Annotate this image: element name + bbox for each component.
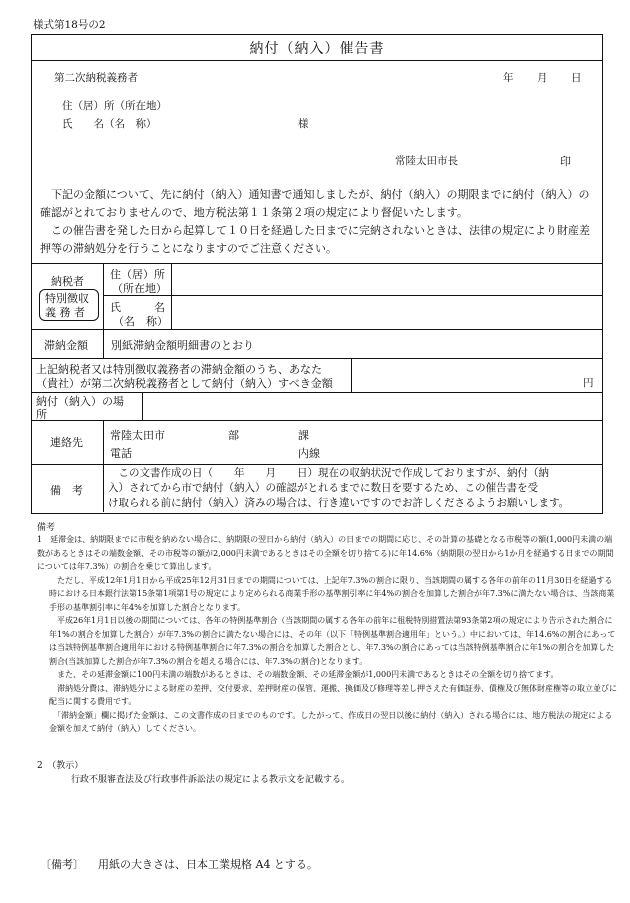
notes-item-2-text: 行政不服審査法及び行政事件訴訟法の規定による教示文を記載する。 <box>71 775 351 785</box>
place-label-1: 納付（納入）の場 <box>36 395 124 408</box>
notes-item-1 <box>37 533 620 736</box>
address-cell-label-2: （所在地） <box>112 282 167 295</box>
notes-paragraph: ただし、平成12年1月1日から平成25年12月31日までの期間については、上記年7.3%の割合に限り、当該期間の属する各年の前年の11月30日を経過する時における日本銀行法第15条第1項第1号の規定により定められる商業手形の基準割引率に年4%の割合を加算した割合が年7.3%に満たない場合は、当該商業手形の基準割引率に年4%を加算した割合となります。 <box>49 575 615 612</box>
notes-item-2-heading: 2 （教示） <box>37 761 84 771</box>
remarks-line-2: 入）されてから市で納付（納入）の確認がとれるまでに数日を要するため、この催告書を受 <box>108 482 539 494</box>
form-number: 様式第18号の2 <box>33 19 106 31</box>
body-paragraph-2: この催告書を発した日から起算して１０日を経過した日までに完納されないときは、法律の規定により財産差押等の滞納処分を行うことになりますのでご注意ください。 <box>40 224 590 255</box>
contact-extension: 内線 <box>298 447 320 460</box>
table-vline-4 <box>142 392 143 420</box>
notes-paragraph: また、その延滞金額に100円未満の端数があるときは、その端数金額、その延滞金額が1,000円未満であるときはその全額を切り捨てます。 <box>49 670 559 679</box>
notes-paragraph: 滞納処分費は、滞納処分による財産の差押、交付要求、差押財産の保管、運搬、換価及び修理等差し押さえた有価証券、債権及び無体財産権等の取立並びに配当に関する費用です。 <box>49 683 617 706</box>
contact-city: 常陸太田市 <box>110 429 165 442</box>
taxpayer-label: 納税者 <box>51 275 84 288</box>
issuer: 常陸太田市長 <box>395 155 458 167</box>
notes-paragraph: 「滞納金額」欄に掲げた金額は、この文書作成の日までのものです。したがって、作成日の翌日以後に納付（納入）される場合には、地方税法の規定による金額を加えて納付（納入）してください。 <box>49 710 613 733</box>
notes-heading: 備考 <box>37 523 56 533</box>
notes-paragraph: 1 延滞金は、納期限までに市税を納めない場合に、納期限の翌日から納付（納入）の日までの期間に応じ、その計算の基礎となる市税等の額(1,000円未満の端数があるときはその端数金額、その市税等の額が2,000円未満であるときはその全額を切り捨てる)に年14.6%（納期限の翌日から1か月を経過する日までの期間については年7.3%）の割合を乗じて算出します。 <box>37 535 614 571</box>
table-line-place <box>31 420 603 421</box>
address-label: 住（居）所（所在地） <box>62 100 167 112</box>
date-month: 月 <box>537 72 548 84</box>
contact-label: 連絡先 <box>50 436 83 449</box>
remarks-label: 備 考 <box>50 484 83 497</box>
notes-paragraph: 平成26年1月1日以後の期間については、各年の特例基準割合（当該期間の属する各年の前年に租税特別措置法第93条第2項の規定により告示された割合に年1%の割合を加算した割合）が年7.3%の割合に満たない場合には、その年（以下「特例基準割合適用年」という。）中においては、年14.6%の割合にあっては当該特例基準割合適用年における特例基準割合に年7.3%の割合を加算した割合とし、年7.3%の割合にあっては当該特例基準割合に年1%の割合を加算した割合(当該加算した割合が年7.3%の割合を超える場合には、年7.3%の割合)となります。 <box>49 616 616 666</box>
arrears-label: 滞納金額 <box>44 339 88 352</box>
payable-unit: 円 <box>583 377 594 389</box>
table-line-addr <box>103 295 603 296</box>
recipient-label: 第二次納税義務者 <box>54 72 138 84</box>
title-divider <box>31 60 603 61</box>
footer-text: 用紙の大きさは、日本工業規格 A4 とする。 <box>98 858 318 871</box>
body-paragraph-1: 下記の金額について、先に納付（納入）通知書で通知しましたが、納付（納入）の期限までに納付（納入）の確認がとれておりませんので、地方税法第１１条第２項の規定により督促いたします。 <box>40 188 590 219</box>
footer-label: 〔備考〕 <box>40 858 84 871</box>
honorific: 様 <box>298 118 309 130</box>
name-label: 氏 名（名 称） <box>62 118 157 130</box>
date-year: 年 <box>503 72 514 84</box>
table-vline-5 <box>103 420 104 512</box>
remarks-line-1: この文書作成の日（ 年 月 日）現在の収納状況で作成しておりますが、納付（納 <box>108 467 549 479</box>
date-day: 日 <box>571 72 582 84</box>
seal-mark: 印 <box>560 155 571 168</box>
payable-label-1: 上記納税者又は特別徴収義務者の滞納金額のうち、あなた <box>36 363 322 376</box>
page-title: 納付（納入）催告書 <box>249 41 385 57</box>
table-vline-3 <box>351 358 352 392</box>
name-cell-label-1: 氏 名 <box>110 301 165 314</box>
payable-label-2: （貴社）が第二次納税義務者として納付（納入）すべき金額 <box>36 377 333 390</box>
table-line-arrears <box>31 358 603 359</box>
place-label-2: 所 <box>36 408 47 421</box>
table-line-contact <box>31 464 603 465</box>
obligor-label: 義 務 者 <box>45 306 85 319</box>
table-vline-2 <box>171 263 172 329</box>
address-cell-label-1: 住（居）所 <box>110 268 165 281</box>
table-top-line <box>31 263 603 264</box>
contact-phone: 電話 <box>110 447 132 460</box>
table-line-taxpayer <box>31 329 603 330</box>
contact-dept: 部 <box>228 429 239 442</box>
table-vline-1 <box>103 263 104 358</box>
contact-section: 課 <box>298 429 309 442</box>
arrears-value: 別紙滞納金額明細書のとおり <box>111 339 254 352</box>
special-collector-label: 特別徴収 <box>45 292 89 305</box>
name-cell-label-2: （名 称） <box>113 315 168 328</box>
remarks-line-3: け取られる前に納付（納入）済みの場合は、行き違いですのでお許しくださるようお願いします。 <box>108 497 570 509</box>
